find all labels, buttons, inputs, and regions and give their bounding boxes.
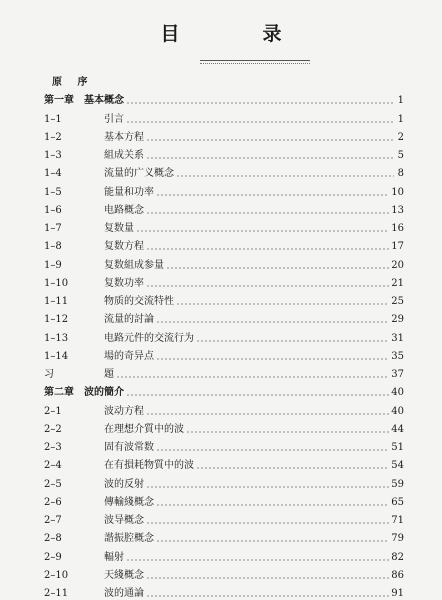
section-number: 1–9 [44, 259, 62, 271]
section-entry [44, 199, 404, 217]
dot-leader [116, 376, 389, 378]
section-entry [44, 363, 404, 381]
page-number: 31 [391, 332, 404, 344]
section-entry [44, 126, 404, 144]
entry-title: 波的通論 [104, 588, 144, 599]
section-entry [44, 546, 404, 564]
dot-leader [126, 102, 394, 104]
section-entry [44, 327, 404, 345]
entry-title: 第二章 波的簡介 [44, 387, 124, 399]
section-number: 1–1 [44, 113, 62, 125]
section-number: 2–9 [44, 551, 62, 563]
section-entry [44, 308, 404, 326]
chapter-entry [44, 381, 404, 399]
section-entry [44, 491, 404, 509]
page-number: 54 [391, 460, 404, 472]
dot-leader [186, 431, 389, 433]
entry-title: 波的反射 [104, 478, 144, 490]
page-number: 21 [391, 277, 404, 289]
section-entry [44, 509, 404, 527]
section-number: 1–11 [44, 296, 69, 307]
dot-leader [146, 248, 389, 250]
dot-leader [176, 303, 389, 305]
section-entry [44, 418, 404, 436]
page-number: 40 [391, 405, 404, 417]
page-number: 20 [391, 259, 404, 271]
section-entry [44, 272, 404, 290]
section-number: 1–7 [44, 223, 62, 234]
section-number: 1–5 [44, 186, 62, 198]
entry-title: 电路概念 [104, 204, 144, 216]
preface-entry [52, 71, 404, 89]
section-number: 习 [44, 369, 54, 380]
section-number: 1–2 [44, 131, 62, 143]
section-number: 1–14 [44, 350, 69, 362]
dot-leader [176, 175, 394, 177]
entry-title: 波动方程 [104, 405, 144, 417]
page-number: 1 [397, 95, 404, 107]
section-entry [44, 564, 404, 582]
dot-leader [156, 540, 389, 542]
section-number: 2–11 [44, 588, 69, 599]
dot-leader [146, 522, 389, 524]
page-number: 65 [391, 496, 404, 508]
dot-leader [156, 449, 389, 451]
page-number: 82 [391, 551, 404, 563]
page-number: 17 [391, 241, 404, 253]
entry-title: 波导概念 [104, 515, 144, 526]
section-entry [44, 144, 404, 162]
page-number: 59 [391, 478, 404, 490]
page-title: 目 录 [160, 23, 314, 45]
page-number: 40 [391, 387, 404, 399]
entry-title: 固有波常数 [104, 442, 154, 453]
page-number: 16 [391, 223, 404, 234]
page-number: 13 [391, 204, 404, 216]
entry-title: 在理想介質中的波 [104, 423, 184, 435]
entry-title: 基本方程 [104, 131, 144, 143]
section-entry [44, 582, 404, 600]
dot-leader [146, 595, 389, 597]
page-number: 2 [397, 131, 404, 143]
entry-title: 傳輸綫概念 [104, 496, 154, 508]
section-entry [44, 162, 404, 180]
section-number: 2–7 [44, 515, 62, 526]
section-number: 2–8 [44, 533, 62, 545]
entry-title: 原 序 [52, 77, 94, 88]
dot-leader [146, 413, 389, 415]
entry-title: 能量和功率 [104, 186, 154, 198]
section-entry [44, 217, 404, 235]
entry-title: 天綫概念 [104, 569, 144, 581]
entry-title: 場的奇异点 [104, 350, 154, 362]
page-number: 5 [397, 150, 404, 161]
section-number: 1–13 [44, 332, 69, 344]
entry-title: 題 [104, 369, 114, 380]
entry-title: 引言 [104, 113, 124, 125]
section-entry [44, 254, 404, 272]
page-number: 71 [391, 515, 404, 526]
title-underline [200, 60, 310, 64]
entry-title: 复数量 [104, 223, 134, 234]
dot-leader [126, 121, 394, 123]
section-number: 1–3 [44, 150, 62, 161]
dot-leader [196, 340, 389, 342]
entry-title: 复数組成参量 [104, 259, 164, 271]
page-number: 8 [397, 168, 404, 180]
entry-title: 諧振腔概念 [104, 533, 154, 545]
dot-leader [196, 467, 389, 469]
page-number: 25 [391, 296, 404, 307]
section-entry [44, 473, 404, 491]
page-number: 91 [391, 588, 404, 599]
section-entry [44, 290, 404, 308]
dot-leader [126, 559, 389, 561]
section-number: 2–4 [44, 460, 62, 472]
chapter-entry [44, 89, 404, 107]
section-entry [44, 527, 404, 545]
entry-title: 組成关系 [104, 150, 144, 161]
entry-title: 复数方程 [104, 241, 144, 253]
page-number: 44 [391, 423, 404, 435]
page-number: 1 [397, 113, 404, 125]
section-entry [44, 108, 404, 126]
entry-title: 流量的广义概念 [104, 168, 174, 180]
dot-leader [146, 486, 389, 488]
section-number: 1–4 [44, 168, 62, 180]
page-number: 35 [391, 350, 404, 362]
dot-leader [156, 504, 389, 506]
entry-title: 复数功率 [104, 277, 144, 289]
dot-leader [136, 230, 389, 232]
page-number: 51 [391, 442, 404, 453]
section-entry [44, 400, 404, 418]
entry-title: 流量的討論 [104, 314, 154, 326]
section-number: 1–10 [44, 277, 69, 289]
dot-leader [126, 394, 389, 396]
section-number: 2–10 [44, 569, 69, 581]
entry-title: 物质的交流特性 [104, 296, 174, 307]
page-number: 29 [391, 314, 404, 326]
page-number: 37 [391, 369, 404, 380]
section-number: 2–6 [44, 496, 62, 508]
dot-leader [146, 157, 394, 159]
section-entry [44, 235, 404, 253]
page-number: 10 [391, 186, 404, 198]
section-entry [44, 345, 404, 363]
entry-title: 第一章 基本概念 [44, 95, 124, 107]
dot-leader [146, 212, 389, 214]
section-number: 2–3 [44, 442, 62, 453]
entry-title: 輻射 [104, 551, 124, 563]
section-number: 2–5 [44, 478, 62, 490]
section-entry [44, 436, 404, 454]
dot-leader [156, 321, 389, 323]
dot-leader [146, 285, 389, 287]
dot-leader [156, 358, 389, 360]
dot-leader [166, 267, 389, 269]
section-number: 1–6 [44, 204, 62, 216]
section-entry [44, 454, 404, 472]
section-number: 1–12 [44, 314, 69, 326]
dot-leader [156, 194, 389, 196]
section-number: 2–2 [44, 423, 62, 435]
entry-title: 电路元件的交流行为 [104, 332, 194, 344]
page-number: 79 [391, 533, 404, 545]
entry-title: 在有損耗物質中的波 [104, 460, 194, 472]
section-number: 2–1 [44, 405, 62, 417]
section-entry [44, 181, 404, 199]
dot-leader [146, 139, 394, 141]
section-number: 1–8 [44, 241, 62, 253]
page-number: 86 [391, 569, 404, 581]
